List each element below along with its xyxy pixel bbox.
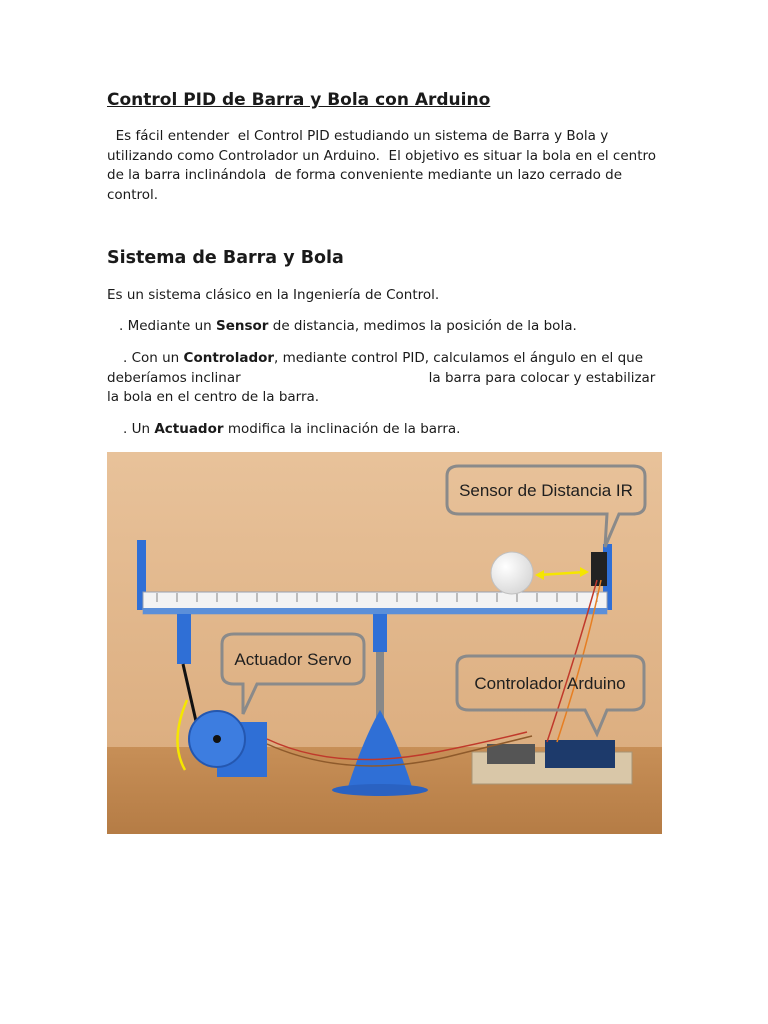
bullet-controller-prefix: . Con un (123, 350, 184, 366)
bullet-sensor-prefix: . Mediante un (119, 318, 216, 334)
bullet-actuator-term: Actuador (154, 421, 224, 437)
bullet-controller-suffix: la barra para colocar y estabilizar la bola en el centro de la barra. (107, 369, 656, 405)
ball (491, 552, 533, 594)
bullet-sensor-suffix: de distancia, medimos la posición de la bola. (268, 318, 577, 334)
document-title: Control PID de Barra y Bola con Arduino (107, 90, 491, 110)
bullet-controller (107, 349, 667, 408)
bullet-actuator-suffix: modifica la inclinación de la barra. (223, 421, 461, 437)
bullet-sensor-term: Sensor (215, 318, 269, 334)
ball-and-beam-photo (107, 452, 662, 834)
bullet-sensor (107, 317, 577, 337)
left-link (177, 614, 191, 664)
intro-paragraph: Es fácil entender el Control PID estudiando un sistema de Barra y Bola y utilizando como Controlador un Arduino. El objetivo es situar la bola en el centro de la barra inclinándola de forma conveniente mediante un lazo cerrado de control. (107, 128, 661, 203)
bullet-actuator-prefix: . Un (123, 421, 155, 437)
bullet-controller-middle: , mediante control PID, calculamos el ángulo en el que deberíamos inclinar (107, 350, 644, 386)
callout-sensor-label: Sensor de Distancia IR (459, 481, 633, 500)
callout-actuator-label: Actuador Servo (234, 650, 352, 669)
ir-sensor (591, 552, 607, 586)
arduino-board (472, 740, 632, 784)
section-intro: Es un sistema clásico en la Ingeniería de Control. (107, 287, 440, 303)
section-heading: Sistema de Barra y Bola (107, 248, 344, 268)
bullet-actuator (107, 420, 460, 440)
callout-controller-label: Controlador Arduino (474, 674, 626, 693)
bullet-controller-term: Controlador (183, 350, 275, 366)
